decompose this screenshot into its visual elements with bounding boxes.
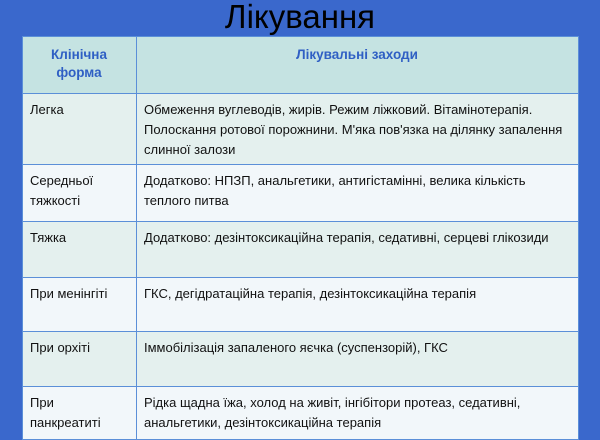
cell-treatment-measures: Обмеження вуглеводів, жирів. Режим ліжковий. Вітамінотерапія. Полоскання ротової порожнини. М'яка пов'язка на ділянку запалення слинної залози [137,94,579,165]
column-header-clinical-form-line1: Клінічна [51,47,107,62]
cell-clinical-form: Середньої тяжкості [23,165,137,222]
cell-clinical-form: Тяжка [23,222,137,278]
column-header-clinical-form [23,37,137,94]
table-body [23,94,579,440]
page-title: Лікування [224,0,376,35]
cell-treatment-measures: ГКС, дегідратаційна терапія, дезінтоксикаційна терапія [137,278,579,332]
table-header-row [23,37,579,94]
table-row [23,278,579,332]
column-header-clinical-form-line2: форма [56,65,102,80]
table-row [23,332,579,387]
cell-treatment-measures: Іммобілізація запаленого яєчка (суспензорій), ГКС [137,332,579,387]
cell-treatment-measures: Додатково: НПЗП, анальгетики, антигістамінні, велика кількість теплого питва [137,165,579,222]
treatment-table-container [22,36,578,430]
table-row [23,222,579,278]
cell-clinical-form: При орхіті [23,332,137,387]
table-row [23,94,579,165]
treatment-table [22,36,579,440]
cell-clinical-form: При панкреатиті [23,387,137,440]
table-header [23,37,579,94]
cell-treatment-measures: Рідка щадна їжа, холод на живіт, інгібітори протеаз, седативні, анальгетики, дезінтоксикаційна терапія [137,387,579,440]
cell-clinical-form: Легка [23,94,137,165]
column-header-treatment-measures: Лікувальні заходи [137,37,579,94]
table-row [23,165,579,222]
cell-clinical-form: При менінгіті [23,278,137,332]
table-row [23,387,579,440]
cell-treatment-measures: Додатково: дезінтоксикаційна терапія, седативні, серцеві глікозиди [137,222,579,278]
